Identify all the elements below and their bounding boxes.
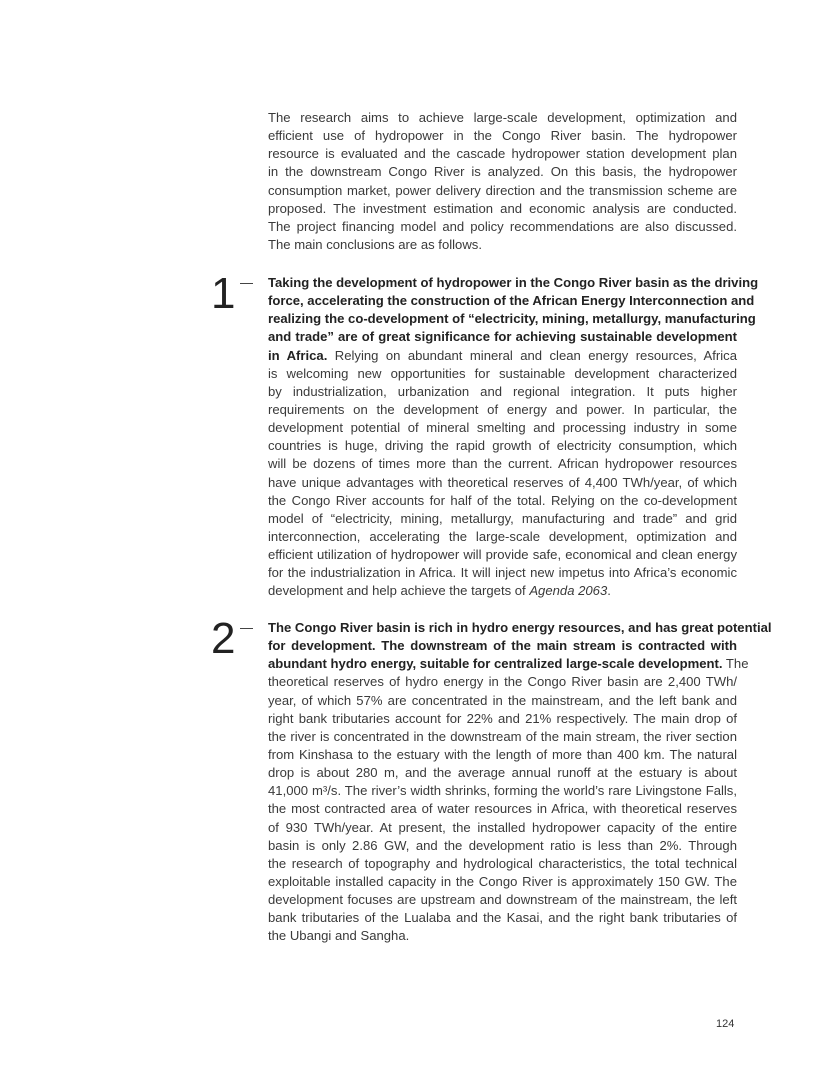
text-line [268,800,737,818]
body-text: model of “electricity, mining, metallurgy, manufacturing and trade” and grid [268,510,737,526]
bold-text: for development. The downstream of the main stream is contracted with [268,638,737,654]
body-text: of 930 TWh/year. At present, the installed hydropower capacity of the entire [268,819,737,835]
text-line [268,927,737,945]
text-line [268,474,737,492]
text-line [268,419,737,437]
body-text: will be dozens of times more than the current. African hydropower resources [268,456,737,472]
section-1-paragraph [268,274,759,601]
body-text: resource is evaluated and the cascade hydropower station development plan [268,146,737,162]
section-dash-1 [240,283,253,284]
body-text: efficient utilization of hydropower will provide safe, economical and clean energy [268,547,737,563]
text-line [268,163,737,181]
text-line [268,837,737,855]
bold-text: in Africa. [268,347,328,363]
text-line [268,236,737,254]
text-line [268,546,737,564]
body-text: development focuses are upstream and downstream of the mainstream, the left [268,892,737,908]
text-line [268,891,737,909]
body-text: the river is concentrated in the downstream of the main stream, the river section [268,728,737,744]
body-text: countries is huge, driving the rapid growth of electricity consumption, which [268,438,737,454]
body-text: from Kinshasa to the estuary with the length of more than 400 km. The natural [268,746,737,762]
text-line [268,710,737,728]
text-line [268,764,737,782]
body-text: theoretical reserves of hydro energy in the Congo River basin are 2,400 TWh/ [268,674,737,690]
text-line [268,365,737,383]
text-line [268,582,737,600]
page-number: 124 [716,1018,735,1030]
bold-text: force, accelerating the construction of the African Energy Interconnection and [268,293,755,309]
body-text: bank tributaries of the Lualaba and the Kasai, and the right bank tributaries of [268,910,737,926]
body-text: 41,000 m³/s. The river’s width shrinks, forming the world’s rare Livingstone Falls, [268,783,737,799]
body-text: drop is about 280 m, and the average annual runoff at the estuary is about [268,765,737,781]
text-line [268,127,737,145]
body-text: the Congo River accounts for half of the total. Relying on the co-development [268,492,737,508]
text-line [268,274,759,292]
body-text: right bank tributaries account for 22% and 21% respectively. The main drop of [268,710,737,726]
section-number-2: 2 [211,614,236,663]
body-text: development and help achieve the targets of [268,583,530,599]
bold-text: The Congo River basin is rich in hydro energy resources, and has great potential [268,620,772,635]
text-line [268,782,737,800]
text-line [268,746,737,764]
body-text: by industrialization, urbanization and regional integration. It puts higher [268,383,737,399]
body-text: the most contracted area of water resources in Africa, with theoretical reserves [268,801,737,817]
body-text: basin is only 2.86 GW, and the development ratio is less than 2%. Through [268,837,737,853]
body-text: consumption market, power delivery direction and the transmission scheme are [268,182,737,198]
text-line [268,855,737,873]
body-text: The [722,656,749,672]
text-line [268,510,737,528]
text-line [268,692,737,710]
body-text: The main conclusions are as follows. [268,236,482,252]
text-line [268,673,737,691]
text-line [268,292,755,310]
text-line [268,637,737,655]
body-text: have unique advantages with theoretical reserves of 4,400 TWh/year, of which [268,474,737,490]
body-text: is welcoming new opportunities for sustainable development characterized [268,365,737,381]
intro-paragraph [268,109,737,254]
text-line [268,401,737,419]
text-line [268,619,772,637]
body-text: . [607,583,611,599]
section-dash-2 [240,628,253,629]
text-line [268,492,737,510]
bold-text: realizing the co-development of “electricity, mining, metallurgy, manufacturing [268,311,756,327]
text-line [268,728,737,746]
text-line [268,819,737,837]
text-line [268,528,737,546]
body-text: The research aims to achieve large-scale development, optimization and [268,110,737,125]
body-text: for the industrialization in Africa. It will inject new impetus into Africa’s economic [268,565,737,581]
text-line [268,328,737,346]
text-line [268,182,737,200]
body-text: year, of which 57% are concentrated in the mainstream, and the left bank and [268,692,737,708]
text-line [268,218,737,236]
body-text: the research of topography and hydrological characteristics, the total technical [268,855,737,871]
body-text: development potential of mineral smelting and processing industry in some [268,420,737,436]
text-line [268,455,737,473]
body-text: efficient use of hydropower in the Congo River basin. The hydropower [268,128,737,144]
body-text: The project financing model and policy recommendations are also discussed. [268,218,737,234]
body-text: in the downstream Congo River is analyzed. On this basis, the hydropower [268,164,737,180]
body-text: the Ubangi and Sangha. [268,928,410,944]
text-line [268,909,737,927]
text-line [268,310,756,328]
section-number-1: 1 [211,269,236,318]
text-line [268,437,737,455]
bold-text: Taking the development of hydropower in the Congo River basin as the driving [268,275,759,290]
text-line [268,383,737,401]
bold-text: and trade” are of great significance for achieving sustainable development [268,329,737,345]
body-text: Relying on abundant mineral and clean energy resources, Africa [327,347,737,363]
text-line [268,145,737,163]
body-text: interconnection, accelerating the large-scale development, optimization and [268,528,737,544]
body-text: proposed. The investment estimation and economic analysis are conducted. [268,200,737,216]
text-line [268,109,737,127]
text-line [268,200,737,218]
text-line [268,873,737,891]
text-line [268,564,737,582]
body-text: exploitable installed capacity in the Congo River is approximately 150 GW. The [268,873,737,889]
body-text: requirements on the development of energy and power. In particular, the [268,401,737,417]
section-2-paragraph [268,619,772,946]
text-line [268,347,737,365]
bold-text: abundant hydro energy, suitable for centralized large-scale development. [268,656,723,672]
text-line [268,655,749,673]
italic-text: Agenda 2063 [529,583,608,599]
